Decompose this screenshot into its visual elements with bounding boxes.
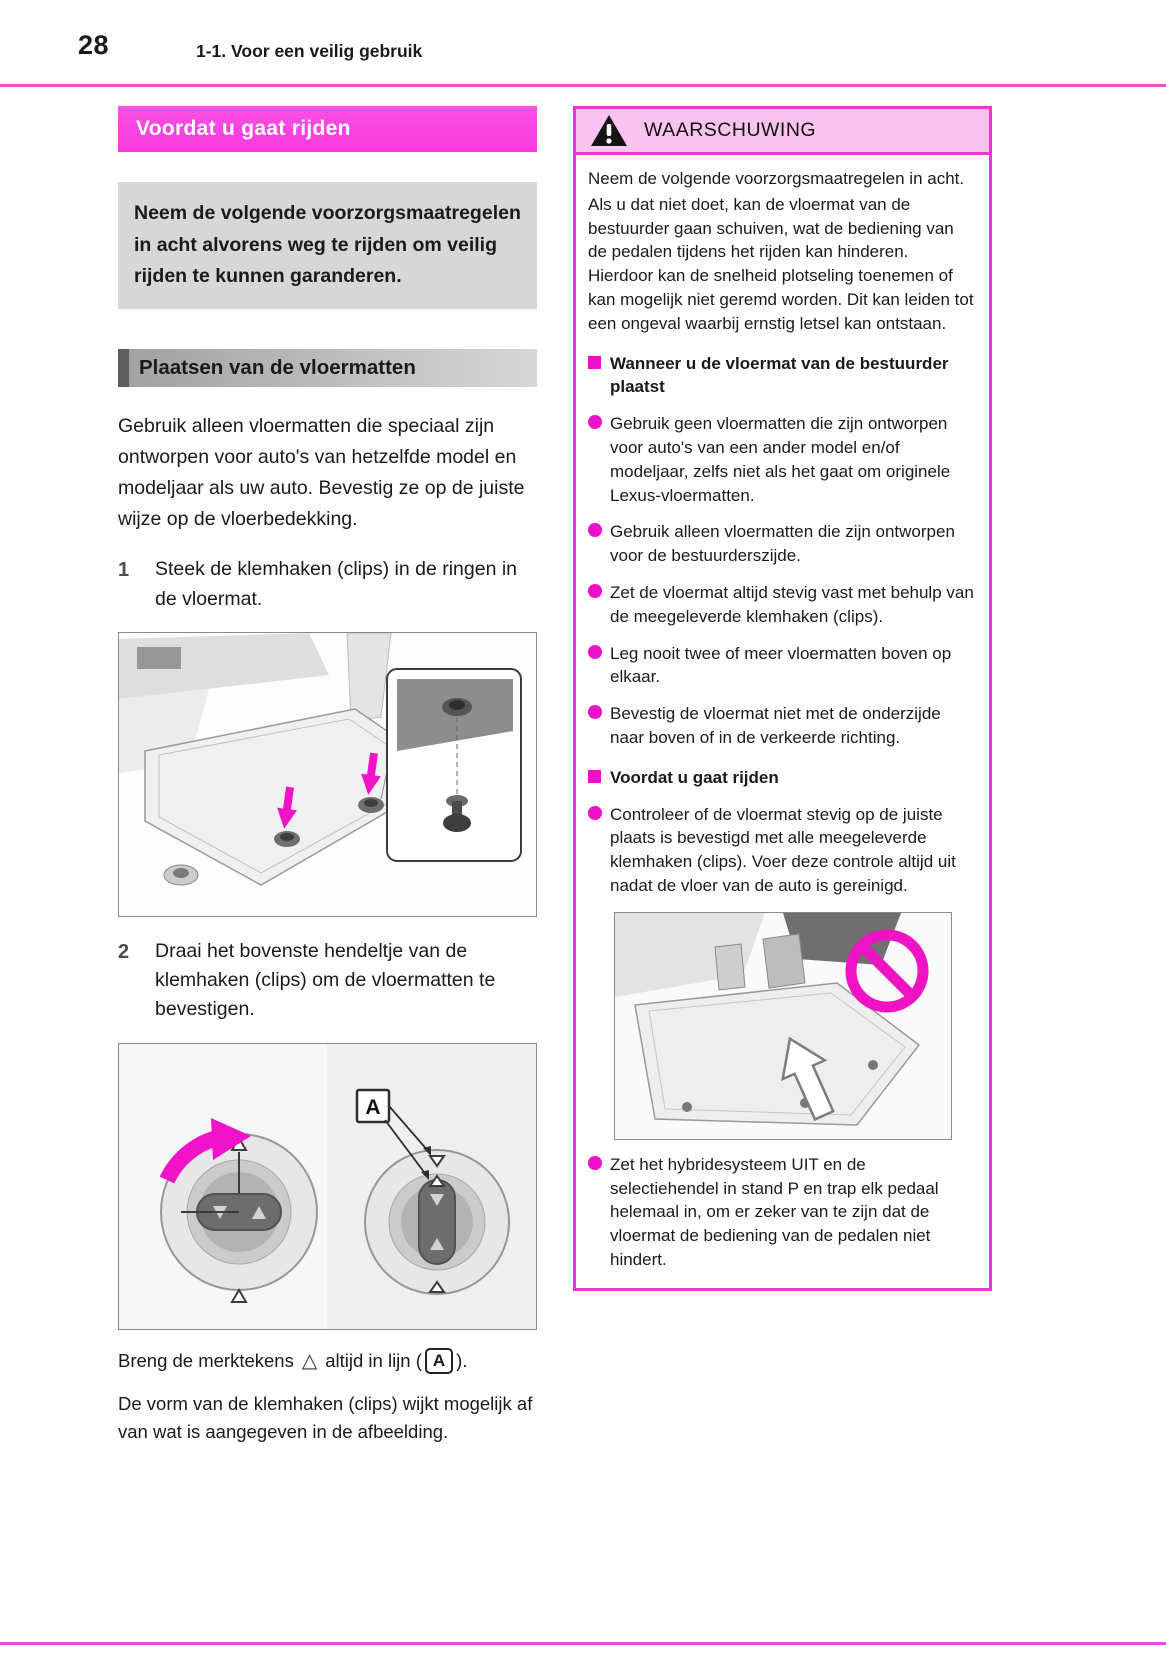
circle-bullet-icon	[588, 584, 602, 598]
warning-intro: Als u dat niet doet, kan de vloermat van de bestuurder gaan schuiven, wat de bediening van de pedalen tijdens het rijden kan hinderen. Hierdoor kan de snelheid plotseling toenemen of kan mogelijk niet geremd worden. Dit kan leiden tot een ongeval waarbij ernstig letsel kan ontstaan.	[588, 194, 974, 333]
step-number: 2	[118, 940, 130, 963]
caption-text: altijd in lijn (	[325, 1349, 422, 1371]
bullet-text: Zet het hybridesysteem UIT en de selectiehendel in stand P en trap elk pedaal helemaal in, om er zeker van te zijn dat de vloermat de bediening van de pedalen niet hindert.	[610, 1154, 939, 1269]
warning-title: WAARSCHUWING	[644, 119, 817, 141]
note-paragraph: De vorm van de klemhaken (clips) wijkt mogelijk af van wat is aangegeven in de afbeelding.	[118, 1392, 533, 1443]
floormat-clips-illustration	[119, 633, 536, 916]
caption-text: ).	[456, 1349, 468, 1371]
bullet-text: Zet de vloermat altijd stevig vast met behulp van de meegeleverde klemhaken (clips).	[610, 582, 974, 626]
subheader-text: Wanneer u de vloermat van de bestuurder plaatst	[610, 353, 949, 397]
breadcrumb: 1-1. Voor een veilig gebruik	[196, 41, 423, 61]
body-paragraph: Gebruik alleen vloermatten die speciaal zijn ontworpen voor auto's van hetzelfde model en modeljaar als uw auto. Bevestig ze op de juiste wijze op de vloerbedekking.	[118, 414, 525, 531]
caption-text: Breng de merktekens	[118, 1349, 294, 1371]
section-title: Plaatsen van de vloermatten	[139, 355, 416, 379]
warning-bullet	[588, 520, 977, 568]
triangle-marker-icon: △	[301, 1350, 318, 1373]
page-number: 28	[78, 30, 110, 60]
figure-floormat-prohibition	[614, 912, 952, 1140]
warning-header	[576, 109, 989, 155]
bullet-text: Gebruik alleen vloermatten die zijn ontworpen voor de bestuurderszijde.	[610, 522, 955, 566]
circle-bullet-icon	[588, 806, 602, 820]
alignment-label-a: A	[365, 1095, 381, 1119]
warning-subheader	[588, 766, 977, 790]
circle-bullet-icon	[588, 645, 602, 659]
clip-rotation-illustration	[119, 1044, 536, 1329]
step-2	[118, 937, 537, 1025]
warning-bullet	[588, 803, 977, 898]
floormat-prohibition-illustration	[615, 913, 951, 1139]
figure-caption	[118, 1348, 537, 1374]
warning-bullet	[588, 1153, 977, 1272]
section-header	[118, 349, 537, 387]
figure-clip-rotation	[118, 1043, 537, 1330]
bullet-text: Bevestig de vloermat niet met de onderzijde naar boven of in de verkeerde richting.	[610, 704, 941, 747]
circle-bullet-icon	[588, 415, 602, 429]
warning-bullet	[588, 642, 977, 690]
bullet-text: Gebruik geen vloermatten die zijn ontworpen voor auto's van een ander model en/of modeljaar, zelfs niet als het gaat om originele Lexus-vloermatten.	[610, 414, 951, 505]
left-column	[118, 106, 537, 1447]
warning-intro: Neem de volgende voorzorgsmaatregelen in acht.	[588, 169, 965, 188]
step-1	[118, 555, 537, 614]
warning-bullet	[588, 702, 977, 750]
warning-triangle-icon	[590, 114, 628, 147]
step-text: Steek de klemhaken (clips) in de ringen in de vloermat.	[155, 558, 518, 610]
square-bullet-icon	[588, 356, 601, 369]
bullet-text: Controleer of de vloermat stevig op de juiste plaats is bevestigd met alle meegeleverde klemhaken (clips). Voer deze controle altijd uit nadat de vloer van de auto is gereinigd.	[610, 804, 956, 895]
warning-subheader	[588, 352, 977, 400]
bottom-rule-divider	[0, 1642, 1166, 1645]
bullet-text: Leg nooit twee of meer vloermatten boven op elkaar.	[610, 643, 952, 687]
circle-bullet-icon	[588, 523, 602, 537]
warning-bullet	[588, 412, 977, 507]
right-column	[573, 106, 992, 1291]
step-text: Draai het bovenste hendeltje van de klemhaken (clips) om de vloermatten te bevestigen.	[155, 939, 496, 1021]
subheader-text: Voordat u gaat rijden	[610, 767, 779, 787]
warning-bullet	[588, 581, 977, 629]
page-title: Voordat u gaat rijden	[118, 106, 537, 152]
circle-bullet-icon	[588, 705, 602, 719]
alignment-label-a: A	[425, 1348, 453, 1374]
warning-body	[576, 155, 989, 1288]
warning-box	[573, 106, 992, 1291]
step-number: 1	[118, 559, 130, 582]
intro-box: Neem de volgende voorzorgsmaatregelen in acht alvorens weg te rijden om veilig rijden te kunnen garanderen.	[118, 182, 537, 309]
circle-bullet-icon	[588, 1156, 602, 1170]
top-rule-divider	[0, 84, 1166, 87]
square-bullet-icon	[588, 770, 601, 783]
figure-floormat-clips	[118, 632, 537, 917]
